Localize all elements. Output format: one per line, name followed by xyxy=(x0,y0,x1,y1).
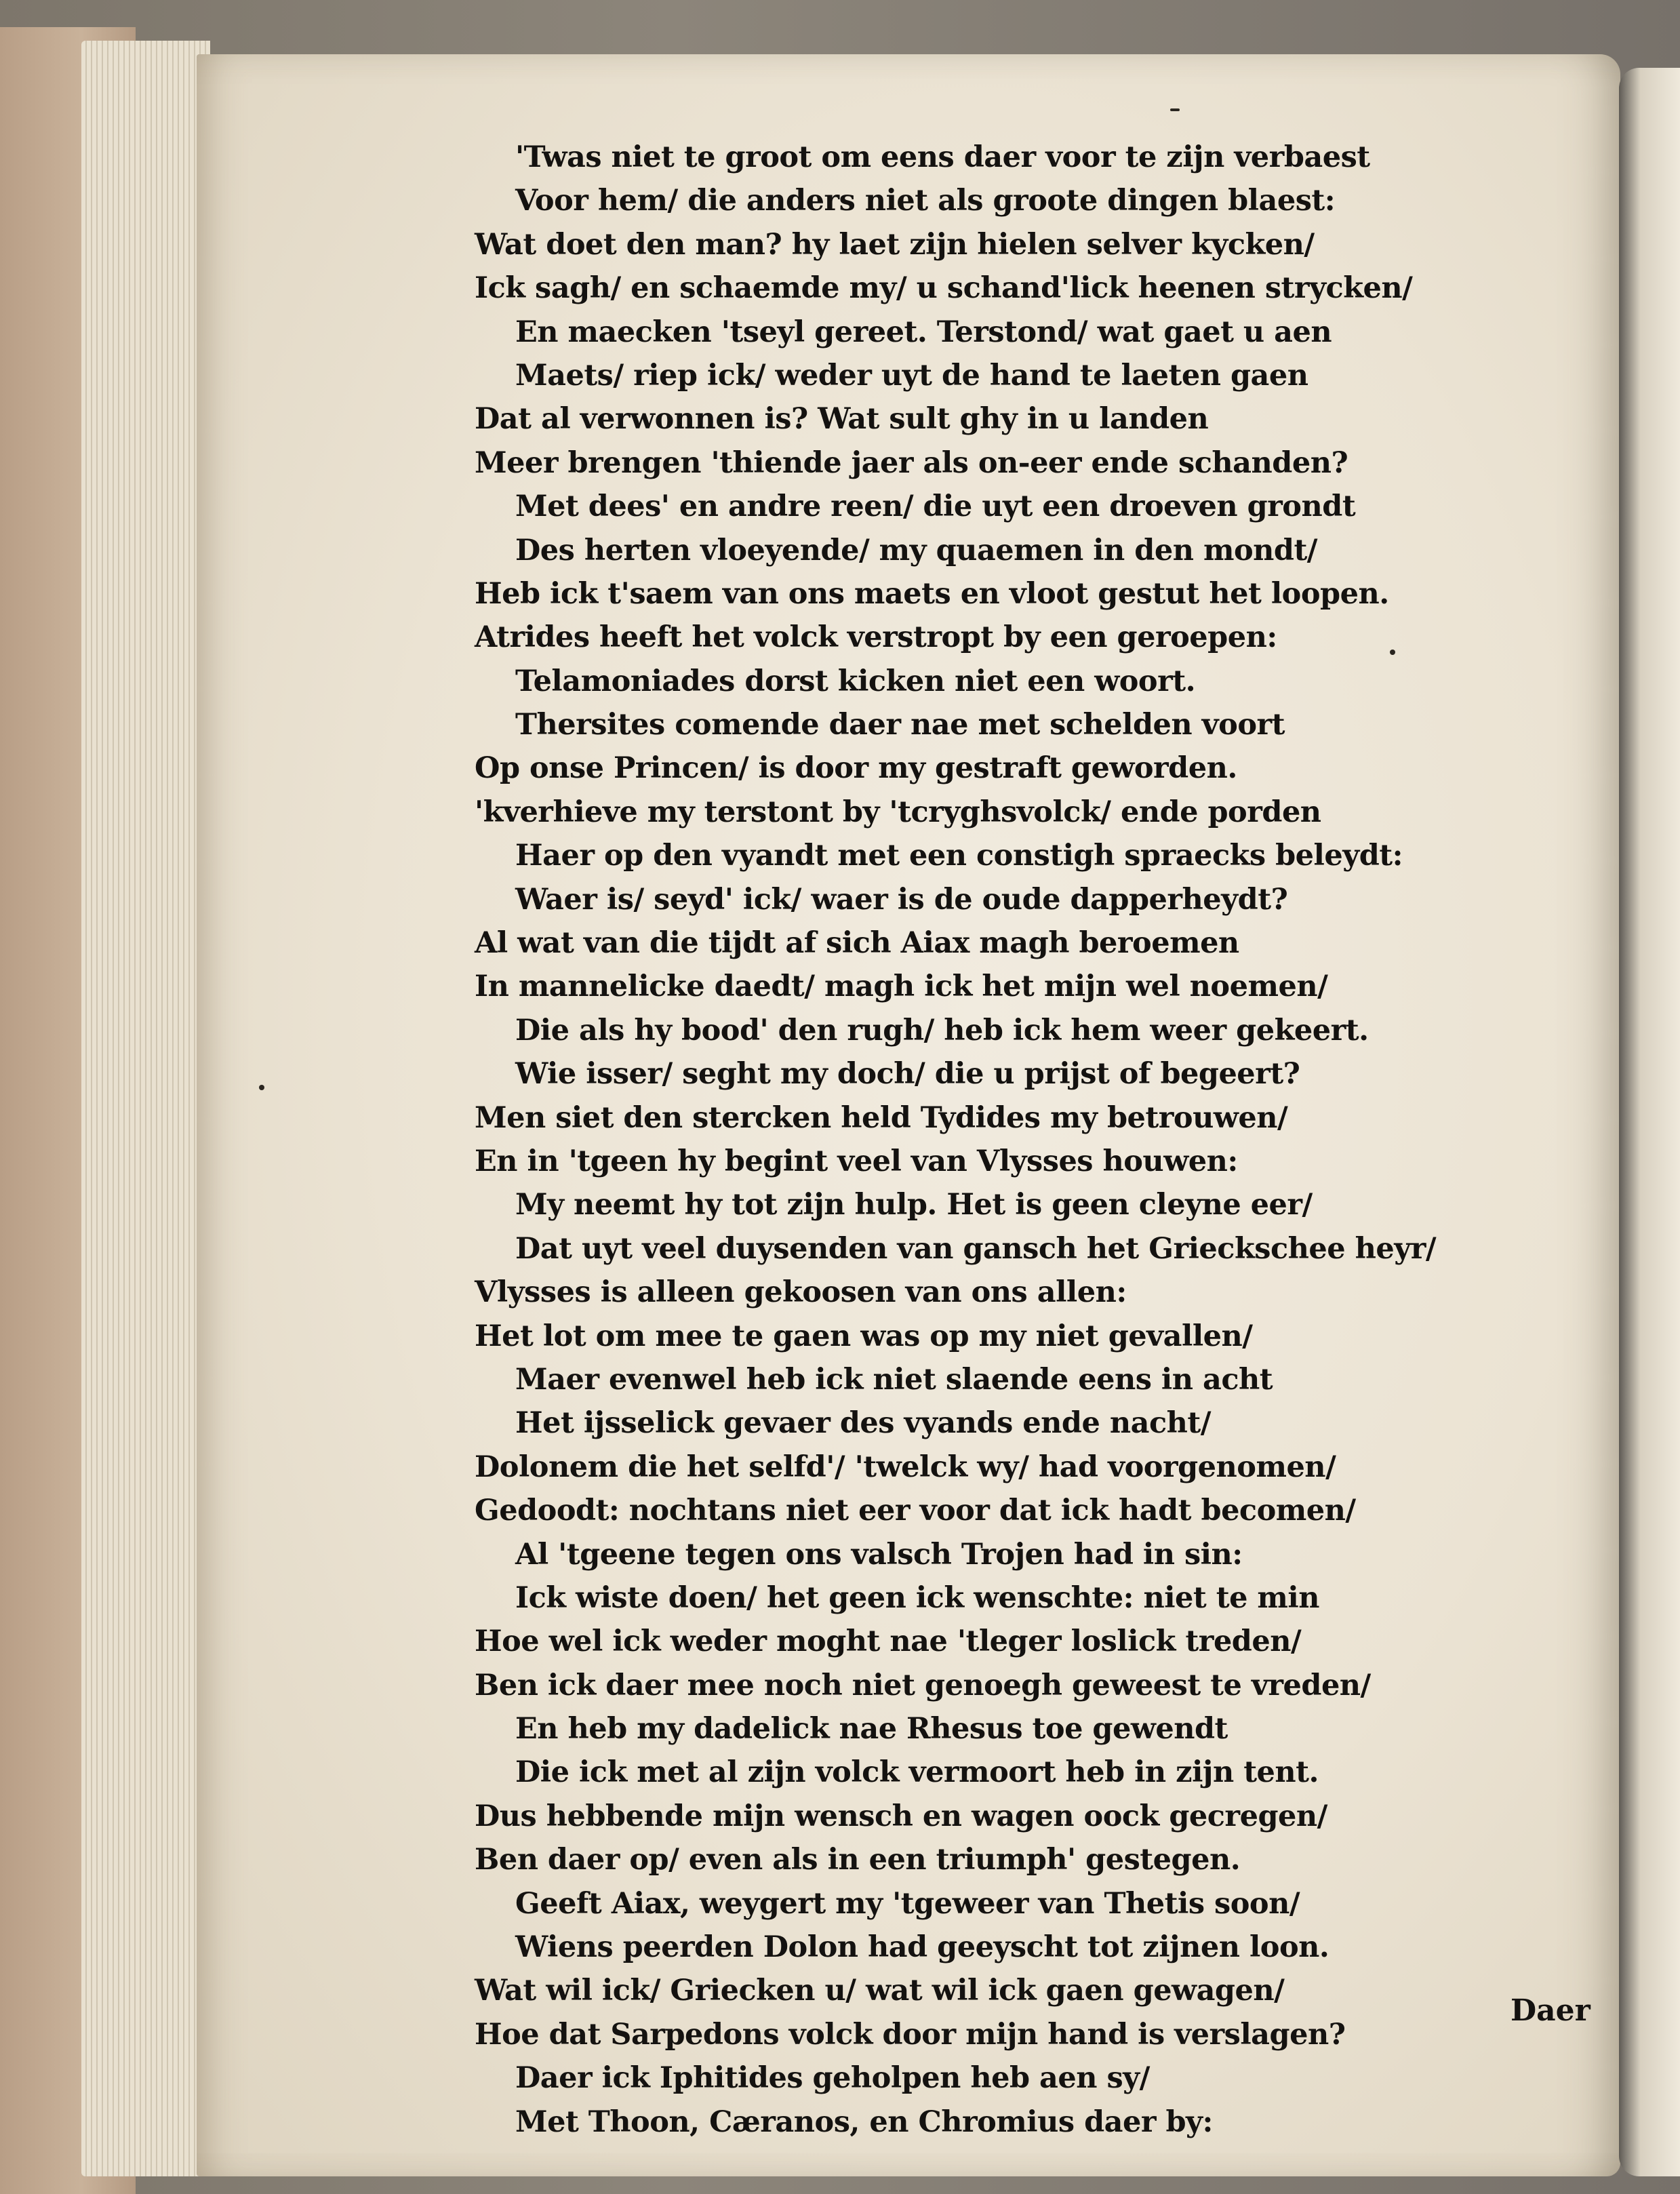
verse-line: En heb my dadelick nae Rhesus toe gewendt xyxy=(515,1712,1228,1747)
verse-line: Dus hebbende mijn wensch en wagen oock gecregen/ xyxy=(475,1799,1327,1833)
verse-line: Die als hy bood' den rugh/ heb ick hem weer gekeert. xyxy=(515,1013,1369,1048)
verse-line: Dat uyt veel duysenden van gansch het Grieckschee heyr/ xyxy=(515,1231,1437,1266)
verse-line: Het lot om mee te gaen was op my niet gevallen/ xyxy=(475,1319,1253,1353)
verse-line: Wat wil ick/ Griecken u/ wat wil ick gaen gewagen/ xyxy=(475,1974,1285,2008)
verse-line: Haer op den vyandt met een constigh spraecks beleydt: xyxy=(515,839,1403,873)
verse-line: Voor hem/ die anders niet als groote dingen blaest: xyxy=(515,184,1336,218)
verse-line: 'kverhieve my terstont by 'tcryghsvolck/ ende porden xyxy=(475,795,1321,829)
ink-speck xyxy=(1170,108,1180,111)
verse-line: Wiens peerden Dolon had geeyscht tot zijnen loon. xyxy=(515,1930,1329,1965)
verse-line: Die ick met al zijn volck vermoort heb in zijn tent. xyxy=(515,1755,1319,1790)
catchword: Daer xyxy=(1511,1993,1591,2028)
ink-speck xyxy=(259,1085,264,1090)
verse-line: Ben ick daer mee noch niet genoegh geweest te vreden/ xyxy=(475,1668,1371,1702)
verse-line: Wat doet den man? hy laet zijn hielen selver kycken/ xyxy=(475,227,1315,262)
verse-line: Atrides heeft het volck verstropt by een geroepen: xyxy=(475,620,1277,655)
verse-line: Maets/ riep ick/ weder uyt de hand te laeten gaen xyxy=(515,358,1308,393)
verse-line: En in 'tgeen hy begint veel van Vlysses houwen: xyxy=(475,1144,1238,1178)
verse-line: Geeft Aiax, weygert my 'tgeweer van Thetis soon/ xyxy=(515,1886,1300,1921)
verse-line: In mannelicke daedt/ magh ick het mijn wel noemen/ xyxy=(475,970,1328,1004)
page-stack xyxy=(81,41,210,2176)
verse-line: 'Twas niet te groot om eens daer voor te zijn verbaest xyxy=(515,140,1370,174)
verse-line: Ben daer op/ even als in een triumph' gestegen. xyxy=(475,1843,1241,1877)
ink-speck xyxy=(1390,650,1395,655)
verse-text xyxy=(475,136,1559,2144)
verse-line: Wie isser/ seght my doch/ die u prijst of begeert? xyxy=(515,1057,1300,1092)
verse-line: My neemt hy tot zijn hulp. Het is geen cleyne eer/ xyxy=(515,1188,1313,1222)
facing-page-edge xyxy=(1619,68,1680,2176)
verse-line: Des herten vloeyende/ my quaemen in den mondt/ xyxy=(515,533,1318,567)
verse-line: Hoe dat Sarpedons volck door mijn hand is verslagen? xyxy=(475,2017,1346,2052)
verse-line: Heb ick t'saem van ons maets en vloot gestut het loopen. xyxy=(475,576,1389,611)
verse-line: Al 'tgeene tegen ons valsch Trojen had in sin: xyxy=(515,1537,1243,1572)
verse-line: Waer is/ seyd' ick/ waer is de oude dapperheydt? xyxy=(515,882,1288,917)
verse-line: Meer brengen 'thiende jaer als on-eer ende schanden? xyxy=(475,445,1348,480)
verse-line: Men siet den stercken held Tydides my betrouwen/ xyxy=(475,1100,1288,1135)
verse-line: Vlysses is alleen gekoosen van ons allen: xyxy=(475,1275,1127,1310)
verse-line: Dolonem die het selfd'/ 'twelck wy/ had voorgenomen/ xyxy=(475,1450,1336,1484)
verse-line: Al wat van die tijdt af sich Aiax magh beroemen xyxy=(475,926,1239,961)
verse-line: Met Thoon, Cæranos, en Chromius daer by: xyxy=(515,2105,1213,2139)
verse-line: Ick sagh/ en schaemde my/ u schand'lick heenen strycken/ xyxy=(475,271,1413,306)
verse-line: Maer evenwel heb ick niet slaende eens in acht xyxy=(515,1362,1273,1397)
verse-line: Daer ick Iphitides geholpen heb aen sy/ xyxy=(515,2061,1150,2096)
verse-line: Hoe wel ick weder moght nae 'tleger loslick treden/ xyxy=(475,1624,1302,1659)
verse-line: Thersites comende daer nae met schelden voort xyxy=(515,708,1285,742)
verse-line: Op onse Princen/ is door my gestraft geworden. xyxy=(475,751,1237,786)
verse-line: Dat al verwonnen is? Wat sult ghy in u landen xyxy=(475,402,1209,437)
verse-line: Gedoodt: nochtans niet eer voor dat ick hadt becomen/ xyxy=(475,1494,1356,1528)
verse-line: Het ijsselick gevaer des vyands ende nacht/ xyxy=(515,1406,1211,1441)
verse-line: En maecken 'tseyl gereet. Terstond/ wat gaet u aen xyxy=(515,315,1332,349)
verse-line: Met dees' en andre reen/ die uyt een droeven grondt xyxy=(515,490,1356,524)
verse-line: Telamoniades dorst kicken niet een woort. xyxy=(515,664,1196,698)
verse-line: Ick wiste doen/ het geen ick wenschte: niet te min xyxy=(515,1580,1320,1615)
